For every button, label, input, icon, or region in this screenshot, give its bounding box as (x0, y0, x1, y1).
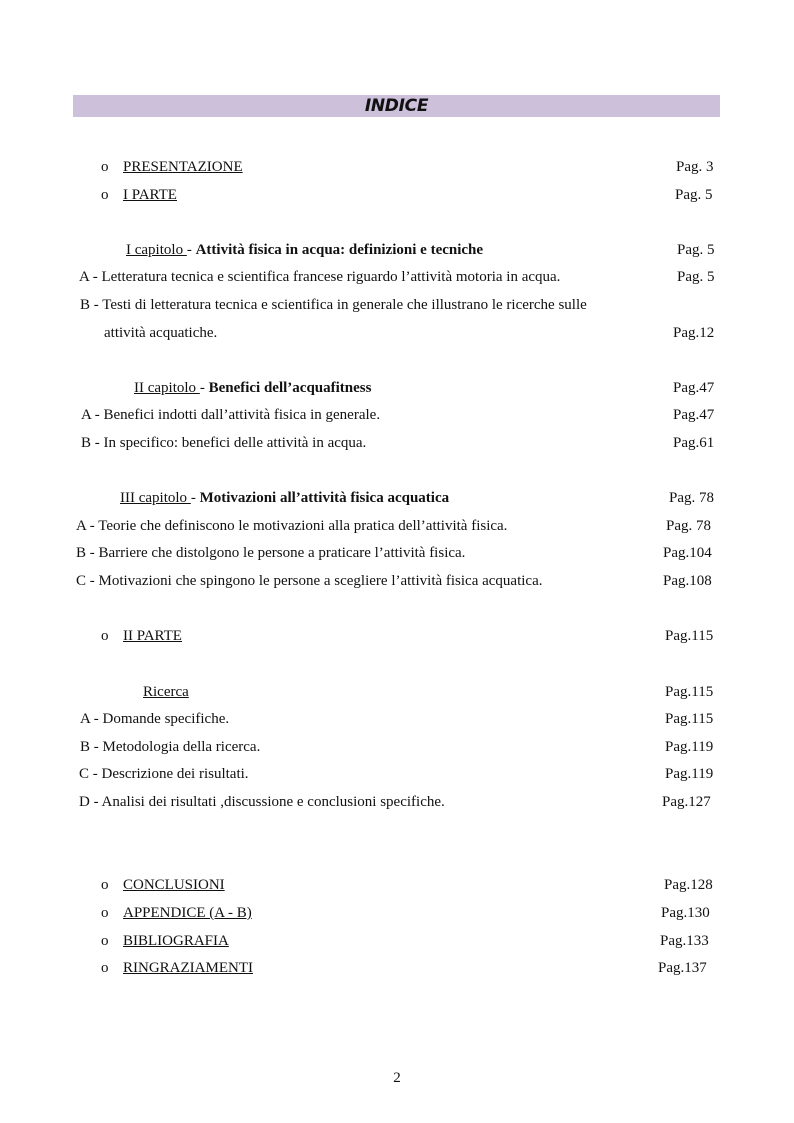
toc-page: Pag.137 (658, 960, 707, 976)
chapter-1-link[interactable]: I capitolo (126, 242, 187, 258)
toc-page: Pag.115 (665, 684, 714, 700)
toc-conclusioni[interactable]: CONCLUSIONI (123, 877, 225, 893)
toc-presentazione[interactable]: PRESENTAZIONE (123, 159, 243, 175)
toc-page: Pag. 5 (677, 242, 715, 258)
toc-parte-1[interactable]: I PARTE (123, 187, 177, 203)
toc-entry: B - In specifico: benefici delle attività in acqua. (81, 435, 367, 451)
chapter-3-heading (120, 489, 449, 507)
toc-entry: A - Letteratura tecnica e scientifica francese riguardo l’attività motoria in acqua. (79, 269, 561, 285)
toc-page: Pag. 5 (677, 269, 715, 285)
toc-page: Pag. 78 (669, 490, 714, 506)
bullet-icon: o (101, 187, 109, 203)
toc-entry: A - Teorie che definiscono le motivazioni alla pratica dell’attività fisica. (76, 518, 508, 534)
toc-entry: B - Barriere che distolgono le persone a praticare l’attività fisica. (76, 545, 466, 561)
toc-page: Pag.127 (662, 794, 711, 810)
chapter-1-title: Attività fisica in acqua: definizioni e tecniche (195, 242, 484, 258)
toc-page: Pag. 78 (666, 518, 711, 534)
chapter-1-heading (126, 241, 483, 259)
page-number: 2 (393, 1070, 401, 1086)
toc-page: Pag. 5 (675, 187, 713, 203)
toc-page: Pag.104 (663, 545, 712, 561)
toc-page: Pag.115 (665, 711, 714, 727)
toc-ricerca[interactable]: Ricerca (143, 684, 189, 700)
chapter-2-heading (134, 379, 371, 397)
toc-entry: B - Testi di letteratura tecnica e scientifica in generale che illustrano le ricerche sulle (80, 297, 587, 313)
toc-entry: C - Descrizione dei risultati. (79, 766, 249, 782)
toc-ringraziamenti[interactable]: RINGRAZIAMENTI (123, 960, 253, 976)
toc-page: Pag.133 (660, 933, 709, 949)
chapter-3-title: Motivazioni all’attività fisica acquatica (199, 490, 450, 506)
bullet-icon: o (101, 159, 109, 175)
toc-page: Pag.61 (673, 435, 715, 451)
chapter-2-title: Benefici dell’acquafitness (208, 380, 372, 396)
toc-appendice[interactable]: APPENDICE (A - B) (123, 905, 252, 921)
bullet-icon: o (101, 960, 109, 976)
toc-entry: C - Motivazioni che spingono le persone a scegliere l’attività fisica acquatica. (76, 573, 543, 589)
index-title: INDICE (364, 96, 429, 116)
toc-page: Pag.128 (664, 877, 713, 893)
index-title-bar (73, 95, 720, 117)
bullet-icon: o (101, 905, 109, 921)
toc-bibliografia[interactable]: BIBLIOGRAFIA (123, 933, 229, 949)
toc-entry: A - Benefici indotti dall’attività fisica in generale. (81, 407, 381, 423)
toc-entry: A - Domande specifiche. (80, 711, 230, 727)
toc-page: Pag.115 (665, 628, 714, 644)
toc-entry: B - Metodologia della ricerca. (80, 739, 261, 755)
toc-entry: D - Analisi dei risultati ,discussione e conclusioni specifiche. (79, 794, 445, 810)
toc-page: Pag.108 (663, 573, 712, 589)
chapter-sep: - (190, 490, 200, 506)
toc-entry: attività acquatiche. (104, 325, 218, 341)
chapter-sep: - (199, 380, 209, 396)
toc-page: Pag.47 (673, 380, 715, 396)
toc-page: Pag.12 (673, 325, 715, 341)
bullet-icon: o (101, 933, 109, 949)
bullet-icon: o (101, 628, 109, 644)
toc-page: Pag. 3 (676, 159, 714, 175)
chapter-sep: - (186, 242, 196, 258)
toc-page: Pag.119 (665, 766, 714, 782)
toc-page: Pag.47 (673, 407, 715, 423)
toc-page: Pag.119 (665, 739, 714, 755)
chapter-2-link[interactable]: II capitolo (134, 380, 200, 396)
chapter-3-link[interactable]: III capitolo (120, 490, 191, 506)
bullet-icon: o (101, 877, 109, 893)
toc-parte-2[interactable]: II PARTE (123, 628, 182, 644)
toc-page: Pag.130 (661, 905, 710, 921)
